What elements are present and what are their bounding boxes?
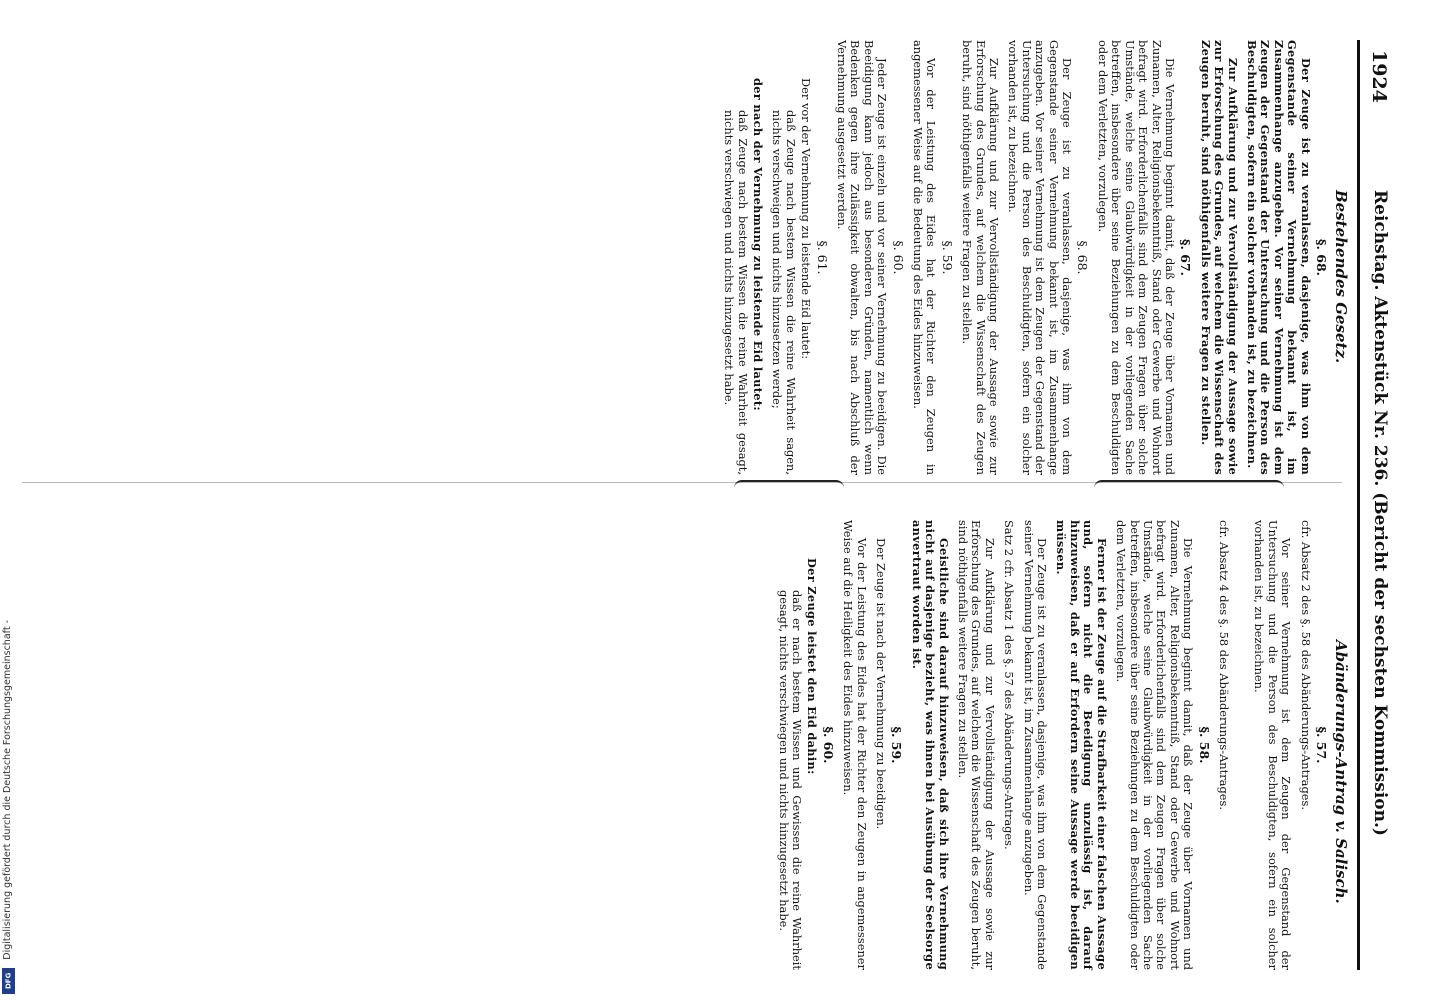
cross-reference: cfr. Absatz 4 des §. 58 des Abänderungs-Antrages. [1216, 520, 1231, 810]
section-text: Der Zeuge ist zu veranlassen, dasjenige, was ihm von dem Gegenstande seiner Vernehmung bekannt ist, im Zusammenhange anzugeben. Vor seiner Vernehmung ist dem Zeugen der Gegenstand der Untersuchung und die Person des Beschuldigten, sofern ein solcher vorhanden ist, zu bezeichnen. [1244, 40, 1313, 475]
section-text: Zur Aufklärung und zur Vervollständigung der Aussage sowie zur Erforschung des Grundes, auf welchem die Wissenschaft des Zeugen beruht, sind nöthigenfalls weitere Fragen zu stellen. [960, 40, 1002, 475]
section-number: §. 57. [1314, 726, 1329, 764]
bracket-mark [734, 480, 844, 490]
page-number: 1924 [1368, 50, 1390, 103]
section-text: Vor der Leistung des Eides hat der Richter den Zeugen in angemessener Weise auf die Bedeutung des Eides hinzuweisen. [911, 40, 939, 475]
dfg-logo: DFG [2, 968, 15, 994]
oath-intro: der nach der Vernehmung zu leistende Eid lautet: [750, 78, 765, 411]
section-number: §. 68. [1314, 239, 1329, 276]
section-number: §. 59. [939, 240, 955, 275]
oath-intro: Der Zeuge leistet den Eid dahin: [805, 558, 820, 775]
section-number: §. 67. [1178, 239, 1194, 276]
header-rule [1357, 40, 1360, 970]
section-number: §. 60. [890, 240, 906, 275]
section-text: Der Zeuge ist nach der Vernehmung zu beeidigen. [874, 538, 889, 830]
oath-block [776, 520, 818, 970]
cross-reference: Satz 2 cfr. Absatz 1 des §. 57 des Abänderungs-Antrages. [1002, 520, 1017, 850]
section-number: §. 61. [814, 240, 830, 275]
section-number: §. 60. [820, 726, 836, 764]
section-text: Zur Aufklärung und zur Vervollständigung der Aussage sowie zur Erforschung des Grundes, auf welchem die Wissenschaft des Zeugen beruht, sind nöthigenfalls weitere Fragen zu stellen. [1198, 40, 1240, 475]
section-text-amended: Ferner ist der Zeuge auf die Strafbarkeit einer falschen Aussage und, sofern nicht die Beeidigung unzulässig ist, darauf hinzuweisen, daß er auf Erfordern seine Aussage werde beeidigen müssen. [1054, 520, 1109, 970]
left-column-heading: Bestehendes Gesetz. [1332, 190, 1350, 364]
page-header [1366, 50, 1396, 970]
section-text: Der Zeuge ist zu veranlassen, dasjenige, was ihm von dem Gegenstande seiner Vernehmung bekannt ist, im Zusammenhange anzugeben. Vor seiner Vernehmung ist dem Zeugen der Gegenstand der Untersuchung und die Person des Beschuldigten, sofern ein solcher vorhanden ist, zu bezeichnen. [1006, 40, 1075, 475]
section-text: Vor seiner Vernehmung ist dem Zeugen der Gegenstand der Untersuchung und die Person des Beschuldigten, sofern ein solcher vorhanden ist, zu bezeichnen. [1252, 520, 1294, 970]
bracket-mark [1094, 480, 1284, 490]
cross-reference: cfr. Absatz 2 des §. 58 des Abänderungs-Antrages. [1298, 520, 1313, 810]
section-number: §. 59. [889, 726, 905, 764]
right-column [770, 520, 1334, 970]
oath-block [722, 40, 812, 475]
digitization-credit: Digitalisierung gefördert durch die Deutsche Forschungsgemeinschaft - [2, 620, 13, 960]
section-text-amended: Geistliche sind darauf hinzuweisen, daß sich ihre Vernehmung nicht auf dasjenige bezieht, was ihnen bei Ausübung der Seelsorge anvertraut worden ist. [909, 520, 951, 970]
page-title: Reichstag. Aktenstück Nr. 236. (Bericht der sechsten Kommission.) [1370, 190, 1390, 836]
oath-quote: daß Zeuge nach bestem Wissen die reine Wahrheit sagen, nichts verschweigen und nichts hinzusetzen werde; [770, 110, 798, 475]
oath-quote: daß er nach bestem Wissen und Gewissen die reine Wahrheit gesagt, nichts verschwiegen und nichts hinzugesetzt habe. [776, 590, 804, 970]
section-number: §. 58. [1196, 726, 1212, 764]
section-text: Die Vernehmung beginnt damit, daß der Zeuge über Vornamen und Zunamen, Alter, Religionsbekenntniß, Stand oder Gewerbe und Wohnort befragt wird. Erforderlichenfalls sind dem Zeugen Fragen über solche Umstände, welche seine Glaubwürdigkeit in der vorliegenden Sache betreffen, insbesondere über seine Beziehungen zu dem Beschuldigten oder dem Verletzten, vorzulegen. [1095, 40, 1177, 475]
oath-intro: Der vor der Vernehmung zu leistende Eid lautet: [799, 78, 814, 360]
section-text: Der Zeuge ist zu veranlassen, dasjenige, was ihm von dem Gegenstande seiner Vernehmung bekannt ist, im Zusammenhange anzugeben. [1021, 520, 1050, 970]
section-text: Zur Aufklärung und zur Vervollständigung der Aussage sowie zur Erforschung des Grundes, auf welchem die Wissenschaft des Zeugen beruht, sind nöthigenfalls weitere Fragen zu stellen. [956, 520, 997, 970]
section-text: Vor der Leistung des Eides hat der Richter den Zeugen in angemessener Weise auf die Heiligkeit des Eides hinzuweisen. [841, 520, 869, 970]
oath-quote: daß Zeuge nach bestem Wissen die reine Wahrheit gesagt, nichts verschwiegen und nichts hinzugesetzt habe. [722, 110, 750, 475]
left-column [716, 40, 1334, 475]
section-text: Jeder Zeuge ist einzeln und vor seiner Vernehmung zu beeidigen. Die Beeidigung kann jedoch aus besonderen Gründen, namentlich wenn Bedenken gegen ihre Zulässigkeit obwalten, bis nach Abschluß der Vernehmung ausgesetzt werden. [835, 40, 890, 475]
right-column-heading: Abänderungs-Antrag v. Salisch. [1332, 640, 1350, 904]
section-text: Die Vernehmung beginnt damit, daß der Zeuge über Vornamen und Zunamen, Alter, Religionsbekenntniß, Stand oder Gewerbe und Wohnort befragt wird. Erforderlichenfalls sind dem Zeugen Fragen über solche Umstände, welche seine Glaubwürdigkeit in der vorliegenden Sache betreffen, insbesondere über seine Beziehungen zu dem Beschuldigten oder dem Verletzten, vorzulegen. [1114, 520, 1196, 970]
section-number: §. 68. [1075, 240, 1091, 275]
